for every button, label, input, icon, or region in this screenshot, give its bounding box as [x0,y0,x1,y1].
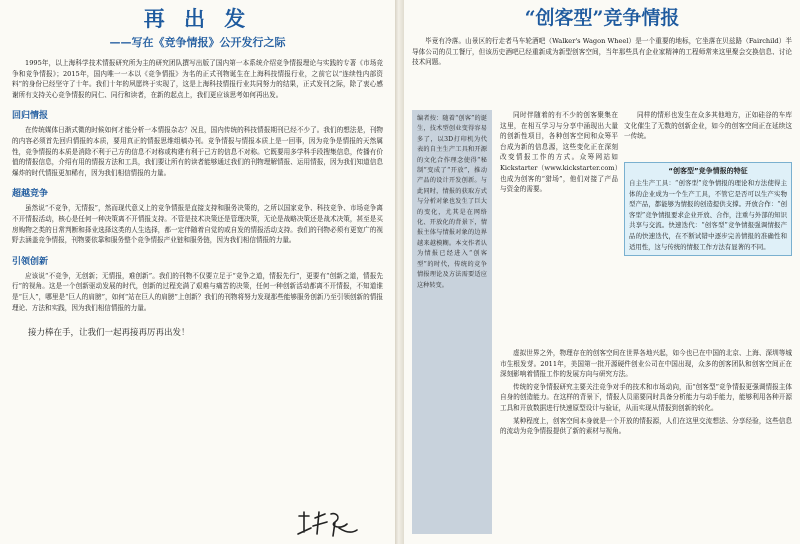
column-paragraph: 同时伴随着的有不少的创客聚集在这里，在相互学习与分享中涌现出大量的创新性项目，各种创客空间和众筹平台成为新的信息源，这些变化正在深刻改变情报工作的方式。众筹网站如Kickstarter（www.kickstarter.com）也成为创客的“猎场”，他们对接了产品与资金的需要。 [500,111,618,194]
section-heading: 引领创新 [12,256,49,267]
right-page [404,0,800,544]
box-title: “创客型”竞争情报的特征 [668,167,748,175]
section-body: 虽然说“不竞争，无情报”，然而现代意义上的竞争情报是直接支持和服务决策的，之所以国家竞争、科技竞争、市场竞争离不开情报活动，核心是任何一种决策离不开情报支持。不管是技术决策还是管理决策，无论是战略决策还是战术决策，甚至是买房购物之类的日常判断和择业选择这类的人生选择，都一定伴随着自觉的或自发的情报活动支持。我们的刊物必须有更宽广的视野去涵盖竞争情报，刊物要依靠和服务整个竞争情报产业链和服务链，因为我们相信情报的力量。 [12,204,383,245]
editor-note-text: 编者按：随着“创客”的诞生，技术型创业变得容易多了，以3D打印机为代表的自主生产工具和开源的文化合作理念使得“秘制”变成了“开放”，推动产品的设计开发创新。与此同时，情报的获取方式与分析对象也发生了巨大的变化，尤其是在网络化、开放化的背景下，情报主体与情报对象的边界越来越模糊。本文作者认为情报已经进入“创客型”的时代，传统的竞争情报理论及方法需要适应这种转变。 [417,115,487,289]
intro-paragraph: 1995年，以上海科学技术情报研究所为主的研究团队撰写出版了国内第一本系统介绍竞争情报理论与实践的专著《市场竞争和竞争情报》；2015年，国内唯一一本以《竞争情报》为名的正式刊物诞生在上海科技情报行业，之前它以“连续性内部资料”的身份已经坚守了十年。我们十年的夙愿终于实现了，这是上海科技情报行业共同努力的结果，正式发刊之际，除了衷心感谢所有支持关心竞争情报的同仁、同行和读者，在新的起点上，我们更应该思考如何再出发。 [12,59,383,99]
closing-line: 接力棒在手，让我们一起再接再厉再出发！ [28,328,190,339]
column-paragraph: 传统的竞争情报研究主要关注竞争对手的技术和市场动向，而“创客型”竞争情报更强调情报主体自身的创造能力。在这样的背景下，情报人员需要同时具备分析能力与动手能力，能够利用各种开源工具和开放数据进行快速原型设计与验证，从而实现从情报到创新的转化。 [500,382,792,412]
article-title: “创客型”竞争情报 [524,7,680,29]
highlight-box [624,162,792,256]
section-body: 应该说“不竞争，无创新；无情报，难创新”。我们的刊物不仅要立足于“竞争之道，情报先行”，更要有“创新之道，情报先行”的视角。这是一个创新驱动发展的时代，创新的过程充满了艰难与痛苦的决策，任何一种创新活动都离不开情报，不知道谁是“巨人”，哪里是“巨人的肩膀”，如何“站在巨人的肩膀”上创新？我们的刊物将努力发现那些能够服务创新乃至引领创新的情报理论、方法和实践，因为我们相信情报的力量。 [12,271,383,312]
page-gutter [395,0,404,544]
column-paragraph: 虚拟世界之外，物理存在的创客空间在世界各地兴起，如今也已在中国的北京、上海、深圳等城市生根发芽。2011年，美国第一批开源硬件创业公司在中国出现，众多的创客团队和创客空间正在深刻影响着情报工作的发展方向与研究方法。 [500,349,792,379]
bottom-text [500,348,792,439]
right-column-top [624,110,792,142]
article-title: 再 出 发 [143,6,252,31]
middle-column [500,110,618,195]
section-body: 在传统媒体日渐式微的时候如何才能分析一本情报杂志？况且，国内传统的科技情报期刊已经不少了。我们的想法是，刊物的内容必须首先回归情报的本质，要用真正的情报思维组稿办刊。竞争情报与情报本质上是一回事，因为竞争是情报的天然属性，竞争情报的本质是消除不利于己方的信息不对称或构建有利于己方的信息不对称。它既要用多学科手段搜集信息，传播有价值的情报信息，介绍有用的情报方法和工具，我们要让所有的读者能够通过我们的刊物理解情报、运用情报，因为我们知道信息爆炸的时代情报更加稀有，因为我们相信情报的力量。 [12,126,383,177]
signature-image [295,508,359,538]
intro-paragraph: 毕竟有冷落。山景区的行走者马车轮酒吧（Walker's Wagon Wheel）是一个重要的地标，它坐落在贝兹路（Fairchild）半导体公司的员工餐厅，但该历史酒吧已经重新成为新型创客空间，当年那些具有企业家精神的工程师常来这里聚会交换信息、讨论技术问题。 [412,37,792,67]
left-page [0,0,395,544]
editor-note-sidebar [412,110,492,534]
section-heading: 超越竞争 [12,189,49,200]
section-heading: 回归情报 [12,111,49,122]
column-paragraph: 某种程度上，创客空间本身就是一个开放的情报源，人们在这里交流想法、分享经验，这些信息的流动为竞争情报提供了新的素材与视角。 [500,416,792,436]
article-subtitle: ——写在《竞争情报》公开发行之际 [109,36,286,49]
box-body: 自主生产工具：“创客型”竞争情报的理论和方法使得主体的企业成为一个生产工具，不管它是否可以生产实物型产品，都能够为情报的创造提供支撑。开放合作：“创客型”竞争情报要求企业开放、合作，注重与外部的知识共享与交流。快速迭代：“创客型”竞争情报强调情报产品的快速迭代，在不断试错中逐步完善情报的准确性和适用性，这与传统的情报工作方法有显著的不同。 [629,179,787,251]
column-paragraph: 同样的情形也发生在众多其他地方，正如硅谷的车库文化催生了无数的创新企业，如今的创客空间正在延续这一传统。 [624,111,792,141]
